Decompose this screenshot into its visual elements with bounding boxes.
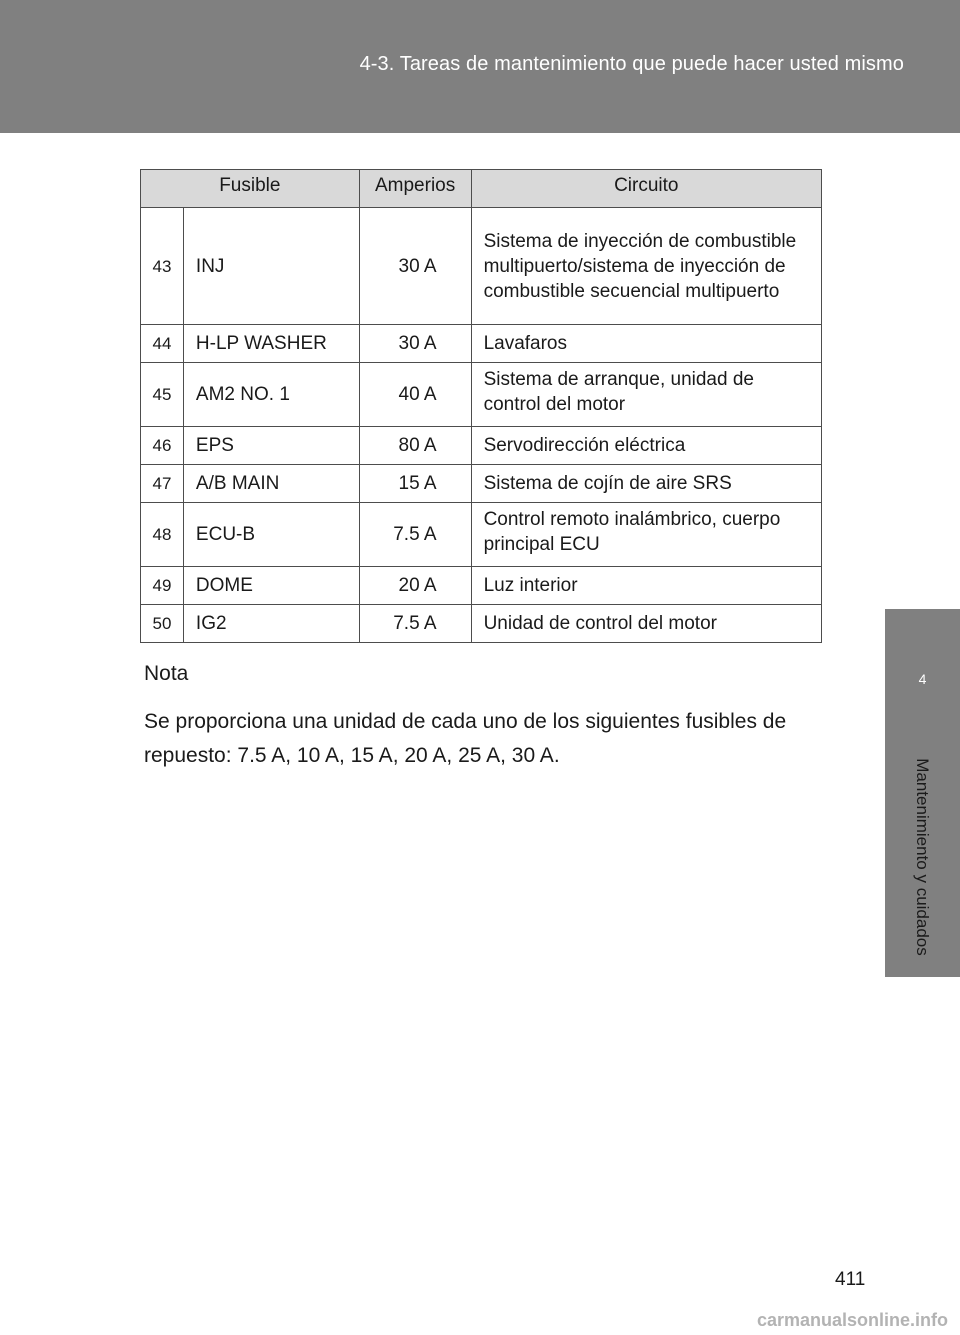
- fuse-circuit: Luz interior: [471, 567, 821, 605]
- note-title: Nota: [144, 662, 189, 685]
- fuse-name: DOME: [183, 567, 359, 605]
- table-row: [141, 208, 822, 325]
- fuse-name: INJ: [183, 208, 359, 325]
- chapter-number: 4: [918, 671, 927, 687]
- fuse-circuit: Control remoto inalámbrico, cuerpo principal ECU: [471, 503, 821, 567]
- fuse-circuit: Unidad de control del motor: [471, 605, 821, 643]
- section-title: 4-3. Tareas de mantenimiento que puede hacer usted mismo: [359, 53, 904, 75]
- table-row: [141, 503, 822, 567]
- page-header: [0, 0, 960, 133]
- fuse-circuit: Sistema de arranque, unidad de control del motor: [471, 363, 821, 427]
- table-row: [141, 567, 822, 605]
- table-row: [141, 605, 822, 643]
- fuse-amps: 30 A: [359, 208, 471, 325]
- fuse-number: 50: [141, 605, 184, 643]
- column-header-fusible: Fusible: [141, 170, 360, 208]
- chapter-side-tab: [885, 609, 960, 977]
- fuse-name: AM2 NO. 1: [183, 363, 359, 427]
- fuse-number: 47: [141, 465, 184, 503]
- fuse-amps: 7.5 A: [359, 503, 471, 567]
- fuse-name: H-LP WASHER: [183, 325, 359, 363]
- table-row: [141, 325, 822, 363]
- fuse-number: 46: [141, 427, 184, 465]
- fuse-name: IG2: [183, 605, 359, 643]
- fuse-circuit: Sistema de inyección de combustible multipuerto/sistema de inyección de combustible secuencial multipuerto: [471, 208, 821, 325]
- page-number: 411: [835, 1269, 866, 1290]
- table-row: [141, 465, 822, 503]
- fuse-amps: 40 A: [359, 363, 471, 427]
- chapter-title: Mantenimiento y cuidados: [913, 758, 932, 956]
- fuse-number: 44: [141, 325, 184, 363]
- fuse-amps: 15 A: [359, 465, 471, 503]
- fuse-number: 45: [141, 363, 184, 427]
- watermark: carmanualsonline.info: [756, 1310, 948, 1330]
- note-body: Se proporciona una unidad de cada uno de los siguientes fusibles de repuesto: 7.5 A, 10 A, 15 A, 20 A, 25 A, 30 A.: [144, 710, 787, 767]
- fuse-table: [140, 169, 822, 643]
- fuse-circuit: Servodirección eléctrica: [471, 427, 821, 465]
- table-header-row: [141, 170, 822, 208]
- fuse-amps: 80 A: [359, 427, 471, 465]
- fuse-circuit: Sistema de cojín de aire SRS: [471, 465, 821, 503]
- fuse-number: 49: [141, 567, 184, 605]
- fuse-name: A/B MAIN: [183, 465, 359, 503]
- fuse-number: 48: [141, 503, 184, 567]
- table-row: [141, 427, 822, 465]
- column-header-amperios: Amperios: [359, 170, 471, 208]
- fuse-amps: 30 A: [359, 325, 471, 363]
- fuse-amps: 20 A: [359, 567, 471, 605]
- column-header-circuito: Circuito: [471, 170, 821, 208]
- table-row: [141, 363, 822, 427]
- fuse-number: 43: [141, 208, 184, 325]
- fuse-name: EPS: [183, 427, 359, 465]
- fuse-name: ECU-B: [183, 503, 359, 567]
- fuse-circuit: Lavafaros: [471, 325, 821, 363]
- fuse-amps: 7.5 A: [359, 605, 471, 643]
